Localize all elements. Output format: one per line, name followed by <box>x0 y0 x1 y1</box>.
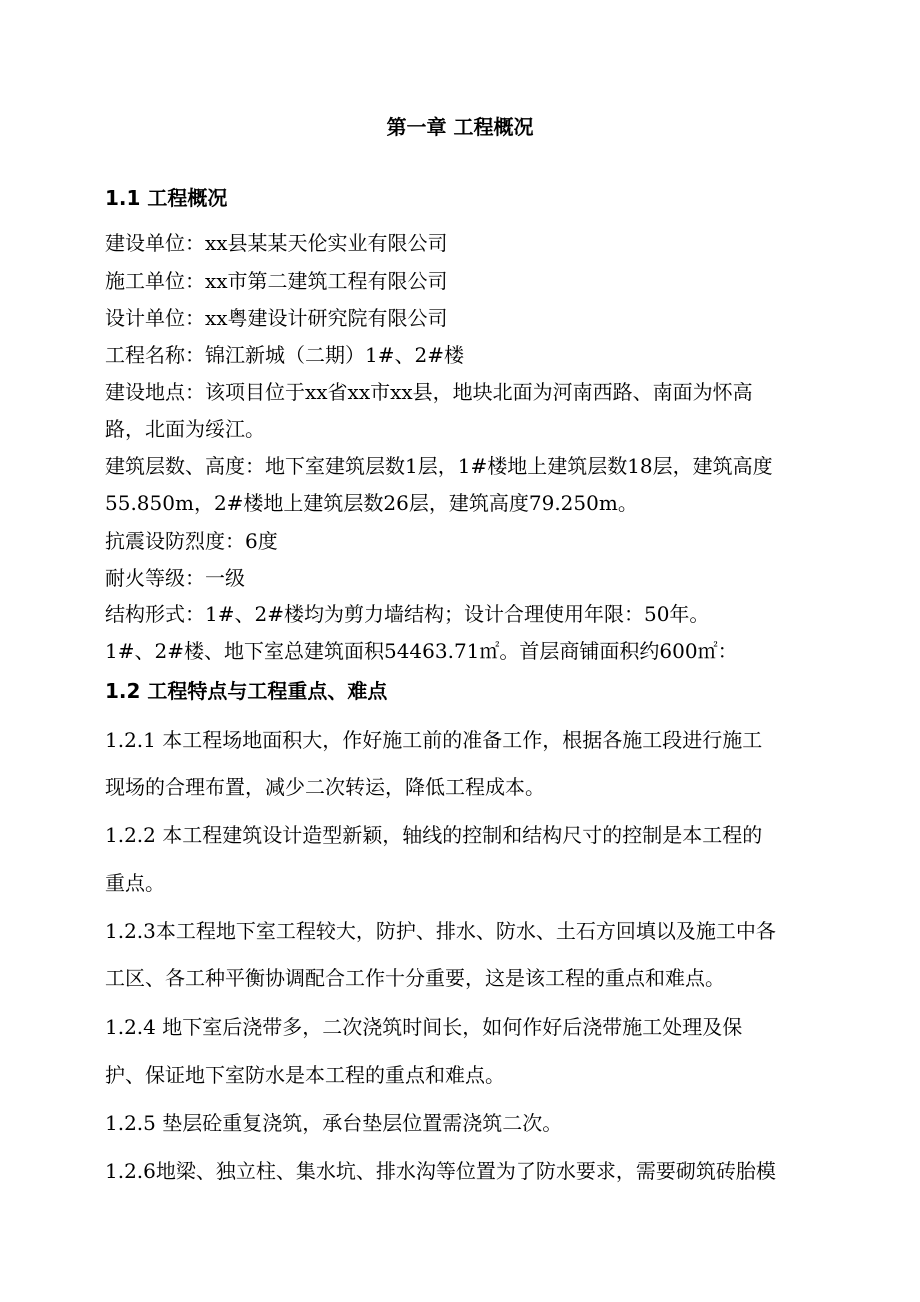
fire-rating-line: 耐火等级：一级 <box>105 566 245 590</box>
section-heading-1-2: 1.2 工程特点与工程重点、难点 <box>105 679 388 703</box>
feature-1-2-6-line: 1.2.6地梁、独立柱、集水坑、排水沟等位置为了防水要求，需要砌筑砖胎模 <box>105 1159 776 1183</box>
project-name-line: 工程名称：锦江新城（二期）1#、2#楼 <box>105 343 464 367</box>
seismic-line: 抗震设防烈度：6度 <box>105 529 278 553</box>
design-unit-line: 设计单位：xx粤建设计研究院有限公司 <box>105 306 448 330</box>
section-heading-1-1: 1.1 工程概况 <box>105 186 228 210</box>
construction-unit-line: 建设单位：xx县某某天伦实业有限公司 <box>105 231 448 255</box>
feature-1-2-4-line-2: 护、保证地下室防水是本工程的重点和难点。 <box>105 1063 505 1087</box>
feature-1-2-3-line-1: 1.2.3本工程地下室工程较大，防护、排水、防水、土石方回填以及施工中各 <box>105 919 776 943</box>
feature-1-2-5-line: 1.2.5 垫层砼重复浇筑，承台垫层位置需浇筑二次。 <box>105 1111 563 1135</box>
floors-height-line-2: 55.850m，2#楼地上建筑层数26层，建筑高度79.250m。 <box>105 491 638 515</box>
location-line-2: 路，北面为绥江。 <box>105 417 265 441</box>
feature-1-2-1-line-1: 1.2.1 本工程场地面积大，作好施工前的准备工作，根据各施工段进行施工 <box>105 728 763 752</box>
feature-1-2-4-line-1: 1.2.4 地下室后浇带多，二次浇筑时间长，如何作好后浇带施工处理及保 <box>105 1015 743 1039</box>
contractor-line: 施工单位：xx市第二建筑工程有限公司 <box>105 269 448 293</box>
area-line: 1#、2#楼、地下室总建筑面积54463.71㎡。首层商铺面积约600㎡： <box>105 639 738 663</box>
feature-1-2-2-line-1: 1.2.2 本工程建筑设计造型新颖，轴线的控制和结构尺寸的控制是本工程的 <box>105 823 763 847</box>
chapter-title: 第一章 工程概况 <box>386 115 534 139</box>
location-line-1: 建设地点：该项目位于xx省xx市xx县，地块北面为河南西路、南面为怀高 <box>105 380 753 404</box>
feature-1-2-2-line-2: 重点。 <box>105 871 165 895</box>
feature-1-2-1-line-2: 现场的合理布置，减少二次转运，降低工程成本。 <box>105 775 545 799</box>
feature-1-2-3-line-2: 工区、各工种平衡协调配合工作十分重要，这是该工程的重点和难点。 <box>105 966 725 990</box>
structure-form-line: 结构形式：1#、2#楼均为剪力墙结构；设计合理使用年限：50年。 <box>105 602 710 626</box>
floors-height-line-1: 建筑层数、高度：地下室建筑层数1层，1#楼地上建筑层数18层，建筑高度 <box>105 454 773 478</box>
